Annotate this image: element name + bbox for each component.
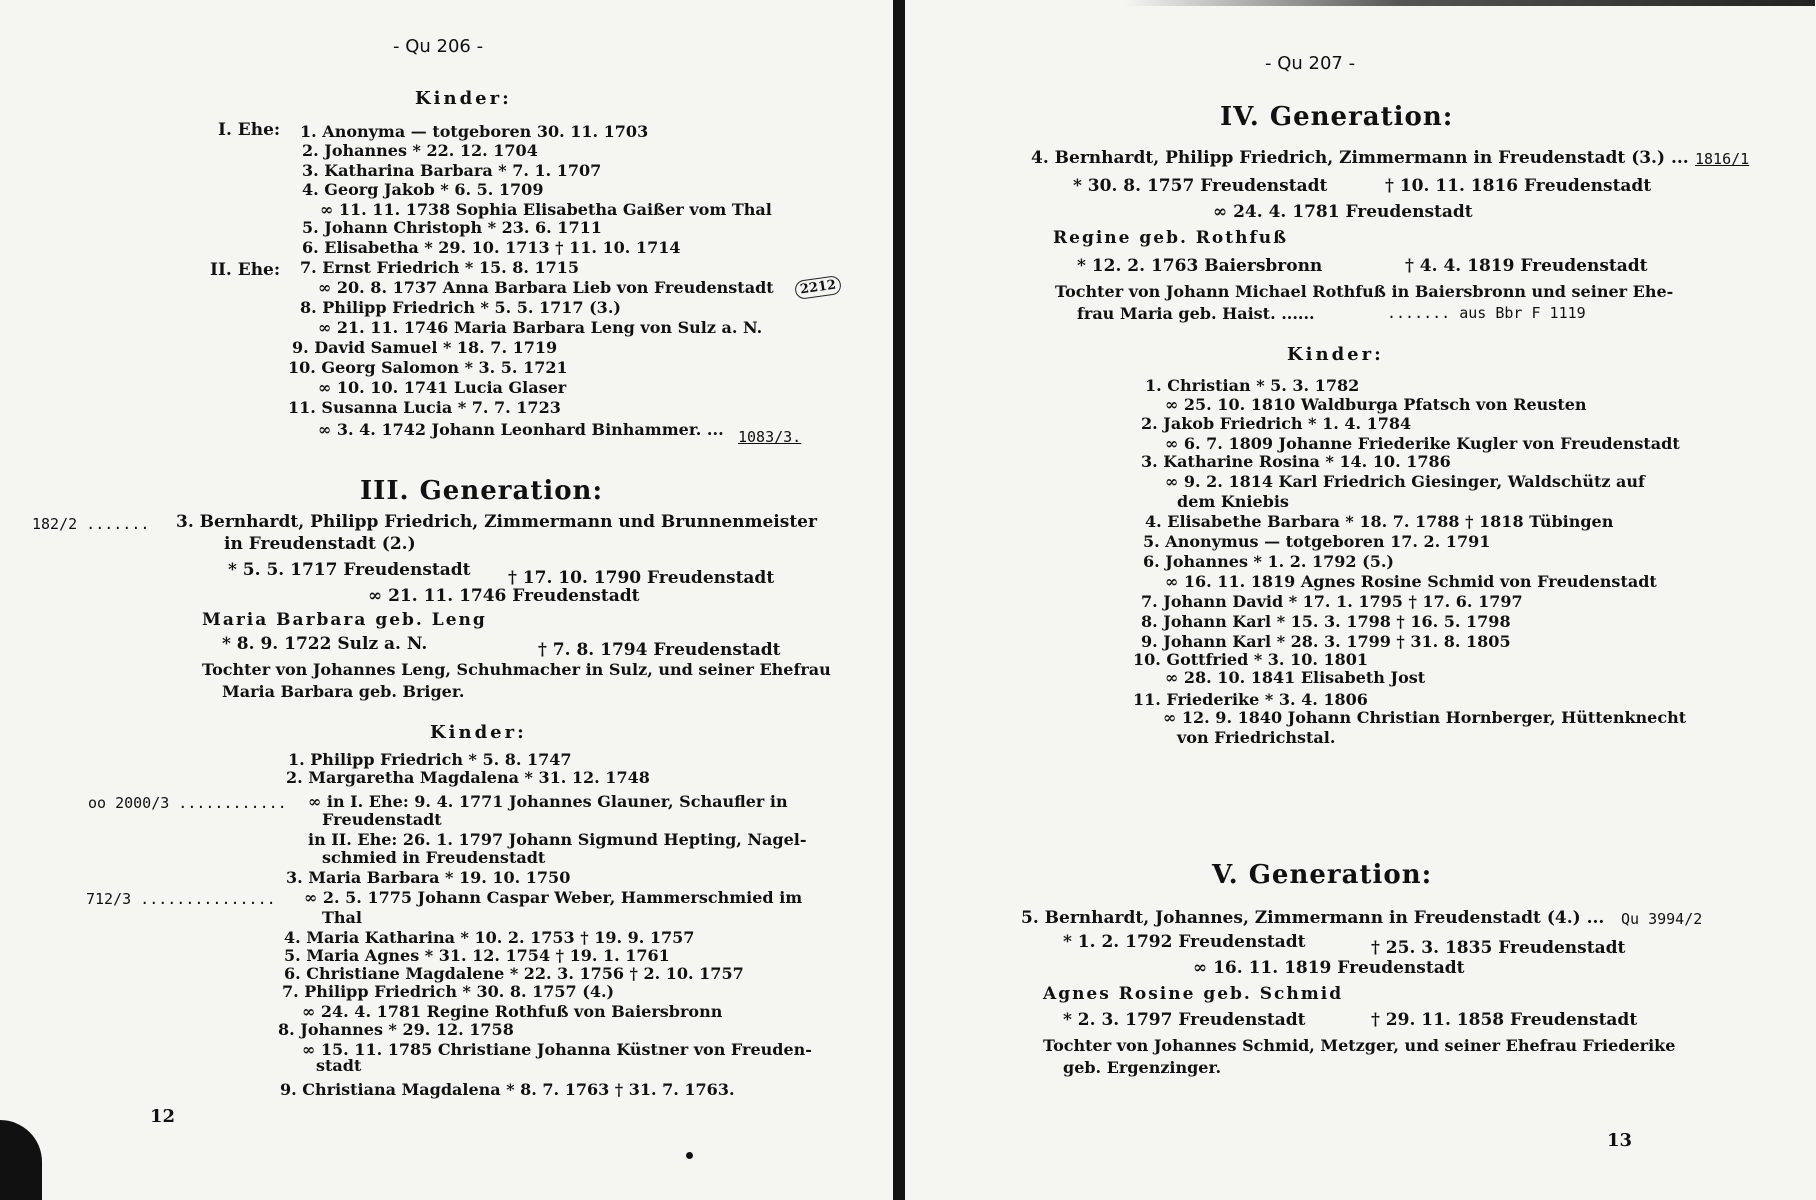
marriage-label-first: I. Ehe: [218, 120, 281, 140]
page-number: 13 [1607, 1130, 1633, 1151]
list-item: 11. Susanna Lucia * 7. 7. 1723 [288, 398, 561, 417]
gen5-person: 5. Bernhardt, Johannes, Zimmermann in Freudenstadt (4.) ... [1021, 908, 1605, 928]
list-item: in II. Ehe: 26. 1. 1797 Johann Sigmund Hepting, Nagel- [308, 830, 807, 849]
list-item: 1. Christian * 5. 3. 1782 [1145, 376, 1360, 395]
generation-5-title: V. Generation: [1212, 860, 1433, 890]
gen5-birth: * 1. 2. 1792 Freudenstadt [1063, 932, 1306, 952]
list-item: 6. Elisabetha * 29. 10. 1713 † 11. 10. 1714 [302, 238, 681, 257]
list-item: 6. Christiane Magdalene * 22. 3. 1756 † 2. 10. 1757 [284, 964, 744, 983]
list-item: ∞ 24. 4. 1781 Regine Rothfuß von Baiersbronn [302, 1002, 723, 1021]
gen3-spouse-parents-cont: Maria Barbara geb. Briger. [222, 682, 465, 701]
reference-2000: oo 2000/3 ............ [88, 794, 287, 812]
generation-3-title: III. Generation: [360, 476, 604, 506]
list-item: 11. Friederike * 3. 4. 1806 [1133, 690, 1368, 709]
gen4-spouse-parents: Tochter von Johann Michael Rothfuß in Baiersbronn und seiner Ehe- [1055, 282, 1674, 301]
gen4-death: † 10. 11. 1816 Freudenstadt [1385, 176, 1652, 196]
list-item: 1. Philipp Friedrich * 5. 8. 1747 [288, 750, 572, 769]
gen3-person-residence: in Freudenstadt (2.) [224, 534, 416, 554]
list-item: 7. Philipp Friedrich * 30. 8. 1757 (4.) [282, 982, 615, 1001]
gen3-spouse-death: † 7. 8. 1794 Freudenstadt [538, 640, 781, 660]
gen3-person: 3. Bernhardt, Philipp Friedrich, Zimmermann und Brunnenmeister [176, 512, 817, 532]
gen3-spouse-parents: Tochter von Johannes Leng, Schuhmacher in Sulz, und seiner Ehefrau [202, 660, 831, 679]
list-item: ∞ 12. 9. 1840 Johann Christian Hornberger, Hüttenknecht [1163, 708, 1687, 727]
gen3-spouse-birth: * 8. 9. 1722 Sulz a. N. [222, 634, 428, 654]
list-item: 8. Johannes * 29. 12. 1758 [278, 1020, 514, 1039]
list-item: 4. Georg Jakob * 6. 5. 1709 [302, 180, 544, 199]
list-item: ∞ 9. 2. 1814 Karl Friedrich Giesinger, Waldschütz auf [1165, 472, 1645, 491]
list-item: ∞ in I. Ehe: 9. 4. 1771 Johannes Glauner, Schaufler in [308, 792, 788, 811]
list-item: 4. Maria Katharina * 10. 2. 1753 † 19. 9. 1757 [284, 928, 695, 947]
list-item: 5. Anonymus — totgeboren 17. 2. 1791 [1143, 532, 1491, 551]
gen5-spouse-death: † 29. 11. 1858 Freudenstadt [1371, 1010, 1638, 1030]
list-item: ∞ 15. 11. 1785 Christiane Johanna Küstner von Freuden- [302, 1040, 812, 1059]
marriage-label-second: II. Ehe: [210, 260, 281, 280]
list-item: 1. Anonyma — totgeboren 30. 11. 1703 [300, 122, 649, 141]
gen4-birth: * 30. 8. 1757 Freudenstadt [1073, 176, 1328, 196]
list-item: 2. Jakob Friedrich * 1. 4. 1784 [1141, 414, 1412, 433]
gen3-death: † 17. 10. 1790 Freudenstadt [508, 568, 775, 588]
scan-edge [1125, 0, 1815, 6]
reference-bbr: ....... aus Bbr F 1119 [1387, 304, 1586, 322]
list-item: 2. Johannes * 22. 12. 1704 [302, 141, 538, 160]
list-item: ∞ 16. 11. 1819 Agnes Rosine Schmid von Freudenstadt [1165, 572, 1657, 591]
reference-1083: 1083/3. [738, 428, 802, 446]
gen5-marriage: ∞ 16. 11. 1819 Freudenstadt [1193, 958, 1465, 978]
gen3-spouse: Maria Barbara geb. Leng [202, 610, 487, 630]
children-heading: Kinder: [415, 88, 512, 109]
list-item: 5. Maria Agnes * 31. 12. 1754 † 19. 1. 1761 [284, 946, 670, 965]
list-item: 10. Gottfried * 3. 10. 1801 [1133, 650, 1368, 669]
list-item: ∞ 6. 7. 1809 Johanne Friederike Kugler von Freudenstadt [1165, 434, 1680, 453]
right-page [905, 0, 1816, 1200]
list-item: ∞ 20. 8. 1737 Anna Barbara Lieb von Freudenstadt [318, 278, 774, 297]
list-item: 3. Katharine Rosina * 14. 10. 1786 [1141, 452, 1451, 471]
reference-3994: Qu 3994/2 [1621, 910, 1703, 928]
list-item: 4. Elisabethe Barbara * 18. 7. 1788 † 1818 Tübingen [1145, 512, 1614, 531]
list-item: 2. Margaretha Magdalena * 31. 12. 1748 [286, 768, 650, 787]
list-item: 8. Philipp Friedrich * 5. 5. 1717 (3.) [300, 298, 621, 317]
list-item: 7. Johann David * 17. 1. 1795 † 17. 6. 1797 [1141, 592, 1523, 611]
list-item: ∞ 2. 5. 1775 Johann Caspar Weber, Hammerschmied im [304, 888, 803, 907]
list-item: 7. Ernst Friedrich * 15. 8. 1715 [300, 258, 580, 277]
left-page [0, 0, 893, 1200]
list-item: Thal [322, 908, 362, 927]
page-header: - Qu 206 - [393, 36, 484, 57]
page-header: - Qu 207 - [1265, 53, 1356, 74]
list-item: 3. Maria Barbara * 19. 10. 1750 [286, 868, 571, 887]
gen5-death: † 25. 3. 1835 Freudenstadt [1371, 938, 1626, 958]
gen4-marriage: ∞ 24. 4. 1781 Freudenstadt [1213, 202, 1473, 222]
list-item: ∞ 10. 10. 1741 Lucia Glaser [318, 378, 567, 397]
reference-712: 712/3 ............... [86, 890, 276, 908]
list-item: 6. Johannes * 1. 2. 1792 (5.) [1143, 552, 1394, 571]
scan-shadow [0, 1120, 42, 1200]
children-heading: Kinder: [1287, 344, 1384, 365]
list-item: schmied in Freudenstadt [322, 848, 546, 867]
page-number: 12 [150, 1106, 176, 1127]
gen3-birth: * 5. 5. 1717 Freudenstadt [228, 560, 471, 580]
list-item: ∞ 3. 4. 1742 Johann Leonhard Binhammer. ... [318, 420, 724, 439]
list-item: stadt [316, 1056, 362, 1075]
list-item: 9. Johann Karl * 28. 3. 1799 † 31. 8. 1805 [1141, 632, 1511, 651]
children-heading-2: Kinder: [430, 722, 527, 743]
gen5-spouse-parents: Tochter von Johannes Schmid, Metzger, und seiner Ehefrau Friederike [1043, 1036, 1676, 1055]
list-item: 9. David Samuel * 18. 7. 1719 [292, 338, 558, 357]
list-item: 8. Johann Karl * 15. 3. 1798 † 16. 5. 1798 [1141, 612, 1511, 631]
list-item: 5. Johann Christoph * 23. 6. 1711 [302, 218, 602, 237]
list-item: 3. Katharina Barbara * 7. 1. 1707 [302, 161, 602, 180]
reference-1816: 1816/1 [1695, 150, 1750, 168]
gen4-spouse-birth: * 12. 2. 1763 Baiersbronn [1077, 256, 1323, 276]
gen5-spouse-birth: * 2. 3. 1797 Freudenstadt [1063, 1010, 1306, 1030]
gen4-spouse: Regine geb. Rothfuß [1053, 228, 1289, 248]
generation-4-title: IV. Generation: [1220, 102, 1454, 132]
list-item: von Friedrichstal. [1177, 728, 1336, 747]
list-item: ∞ 11. 11. 1738 Sophia Elisabetha Gaißer vom Thal [320, 200, 772, 219]
list-item: ∞ 28. 10. 1841 Elisabeth Jost [1165, 668, 1426, 687]
gen4-spouse-death: † 4. 4. 1819 Freudenstadt [1405, 256, 1648, 276]
list-item: ∞ 25. 10. 1810 Waldburga Pfatsch von Reusten [1165, 395, 1587, 414]
gen4-spouse-parents-cont: frau Maria geb. Haist. ...... [1077, 304, 1315, 323]
gen5-spouse: Agnes Rosine geb. Schmid [1043, 984, 1344, 1004]
list-item: dem Kniebis [1177, 492, 1289, 511]
book-gutter [893, 0, 905, 1200]
reference-182: 182/2 ....... [32, 515, 150, 533]
list-item: ∞ 21. 11. 1746 Maria Barbara Leng von Sulz a. N. [318, 318, 763, 337]
gen5-spouse-parents-cont: geb. Ergenzinger. [1063, 1058, 1222, 1077]
gen3-marriage: ∞ 21. 11. 1746 Freudenstadt [368, 586, 640, 606]
list-item: 9. Christiana Magdalena * 8. 7. 1763 † 31. 7. 1763. [280, 1080, 735, 1099]
list-item: Freudenstadt [322, 810, 442, 829]
gen4-person: 4. Bernhardt, Philipp Friedrich, Zimmermann in Freudenstadt (3.) ... [1031, 148, 1689, 168]
list-item: 10. Georg Salomon * 3. 5. 1721 [288, 358, 568, 377]
ink-dot [686, 1152, 693, 1159]
handwritten-annotation: 2212 [794, 275, 842, 300]
